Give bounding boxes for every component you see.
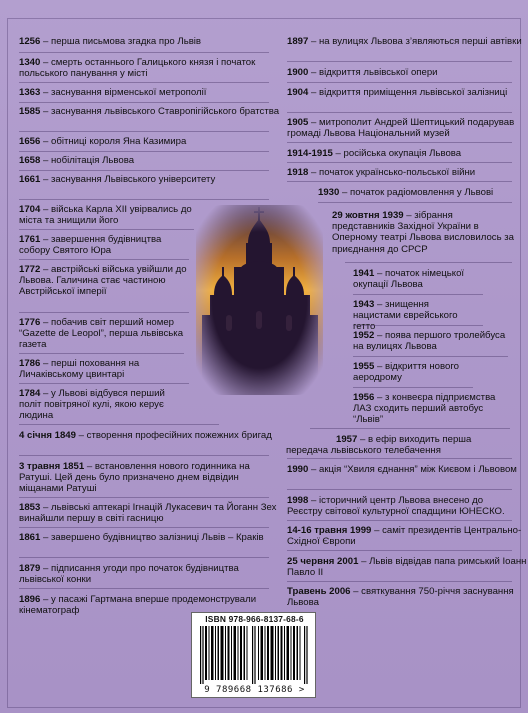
timeline-entry: 4 січня 1849 – створення професійних пожежних бригад <box>19 430 272 441</box>
barcode-icon <box>200 626 310 684</box>
timeline-entry: 1955 – відкриття нового аеродрому <box>353 361 459 384</box>
timeline-entry: 3 травня 1851 – встановлення нового годинника на Ратуші. Цей день було призначено днем відвідин міщанами Ратуші <box>19 461 250 495</box>
timeline-entry: 1952 – поява першого тролейбуса на вулицях Львова <box>353 330 506 353</box>
cathedral-silhouette-icon <box>196 205 323 395</box>
timeline-entry: 14-16 травня 1999 – саміт президентів Центрально-Східної Європи <box>287 525 522 548</box>
timeline-entry: 1661 – заснування Львівського університету <box>19 174 216 185</box>
barcode-digits: 9 789668 137686 > <box>204 685 305 695</box>
isbn-barcode <box>191 612 316 698</box>
timeline-entry: 1956 – з конвеєра підприємства ЛАЗ сходить перший автобус “Львів” <box>353 392 496 426</box>
timeline-entry: 1656 – обітниці короля Яна Казимира <box>19 136 187 147</box>
timeline-entry: 29 жовтня 1939 – зібрання представників Західної України в Оперному театрі Львова висловилось за приєднання до СРСР <box>332 210 514 255</box>
cathedral-sunset-image <box>196 205 323 395</box>
timeline-entry: 1772 – австрійські війська увійшли до Львова. Галичина стає частиною Австрійської імперії <box>19 264 187 298</box>
timeline-entry: 1704 – війська Карла XII увірвались до міста та знищили його <box>19 204 192 227</box>
timeline-entry: 25 червня 2001 – Львів відвідав папа римський Іоанн Павло II <box>287 556 527 579</box>
timeline-entry: 1900 – відкриття львівської опери <box>287 67 438 78</box>
timeline-entry: 1853 – львівські аптекарі Ігнацій Лукасевич та Йоганн Зех винайшли першу в світі гасницю <box>19 502 277 525</box>
timeline-entry: 1861 – завершено будівництво залізниці Львів – Краків <box>19 532 264 543</box>
timeline-entry: 1998 – історичний центр Львова внесено до Реєстру світової культурної спадщини ЮНЕСКО. <box>287 495 505 518</box>
timeline-entry: 1941 – початок німецької окупації Львова <box>353 268 465 291</box>
timeline-entry: 1914-1915 – російська окупація Львова <box>287 148 462 159</box>
timeline-entry: 1658 – нобілітація Львова <box>19 155 135 166</box>
timeline-entry: 1904 – відкриття приміщення львівської залізниці <box>287 87 508 98</box>
timeline-entry: 1990 – акція “Хвиля єднання” між Києвом і Львовом <box>287 464 517 475</box>
timeline-entry: 1761 – завершення будівництва собору Святого Юра <box>19 234 162 257</box>
timeline-entry: 1918 – початок українсько-польської війни <box>287 167 476 178</box>
timeline-entry: 1897 – на вулицях Львова з’являються перші автівки <box>287 36 522 47</box>
timeline-entry: 1776 – побачив світ перший номер “Gazette de Leopol”, перша львівська газета <box>19 317 184 351</box>
timeline-entry: 1784 – у Львові відбувся перший політ повітряної кулі, якою керує людина <box>19 388 165 422</box>
timeline-entry: 1363 – заснування вірменської метрополії <box>19 87 207 98</box>
timeline-entry: 1585 – заснування львівського Ставропігійського братства <box>19 106 280 117</box>
timeline-entry: 1896 – у пасажі Гартмана вперше продемонстрували кінематограф <box>19 594 257 617</box>
timeline-entry: 1943 – знищення нацистами єврейського гетто <box>353 299 458 333</box>
isbn-label: ISBN 978-966-8137-68-6 <box>205 614 304 624</box>
timeline-entry: 1256 – перша письмова згадка про Львів <box>19 36 202 47</box>
timeline-entry: 1340 – смерть останнього Галицького князя і початок польського панування у місті <box>19 57 256 80</box>
timeline-entry: 1786 – перші поховання на Личаківському цвинтарі <box>19 358 140 381</box>
timeline-entry: 1930 – початок радіомовлення у Львові <box>318 187 494 198</box>
timeline-entry: 1879 – підписання угоди про початок будівництва львівської конки <box>19 563 239 586</box>
timeline-entry: 1905 – митрополит Андрей Шептицький подарував громаді Львова Національний музей <box>287 117 515 140</box>
timeline-entry: Травень 2006 – святкування 750-річчя заснування Львова <box>287 586 514 609</box>
timeline-entry: 1957 – в ефір виходить перша передача львівського телебачення <box>286 434 472 457</box>
